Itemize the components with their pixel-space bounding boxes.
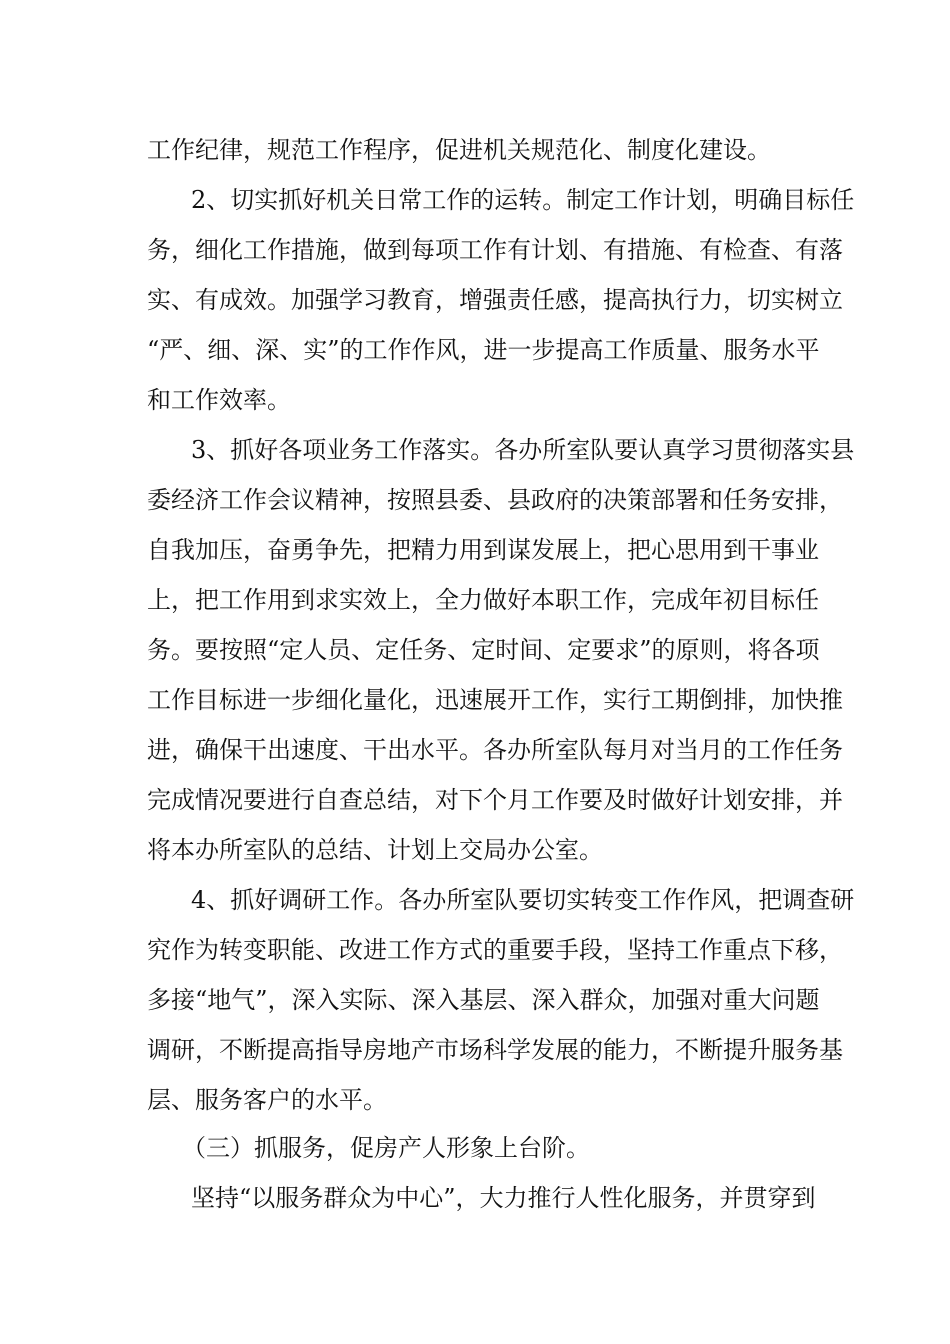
text-line: 完成情况要进行自查总结，对下个月工作要及时做好计划安排，并 [147,786,843,814]
text-line: 实、有成效。加强学习教育，增强责任感，提高执行力，切实树立 [147,286,843,314]
text-line: “严、细、深、实”的工作作风，进一步提高工作质量、服务水平 [147,336,820,364]
text-line: 3、抓好各项业务工作落实。各办所室队要认真学习贯彻落实县 [191,436,855,464]
text-line: 坚持“以服务群众为中心”，大力推行人性化服务，并贯穿到 [191,1184,816,1212]
text-line: 上，把工作用到求实效上，全力做好本职工作，完成年初目标任 [147,586,819,614]
text-line: 2、切实抓好机关日常工作的运转。制定工作计划，明确目标任 [191,186,855,214]
text-line: 和工作效率。 [147,386,291,414]
text-line: 务。要按照“定人员、定任务、定时间、定要求”的原则，将各项 [147,636,820,664]
text-line: 多接“地气”，深入实际、深入基层、深入群众，加强对重大问题 [147,986,820,1014]
text-line: 4、抓好调研工作。各办所室队要切实转变工作作风，把调查研 [191,886,855,914]
text-line: 究作为转变职能、改进工作方式的重要手段，坚持工作重点下移， [147,936,843,964]
text-line: 自我加压，奋勇争先，把精力用到谋发展上，把心思用到干事业 [147,536,819,564]
text-line: 层、服务客户的水平。 [147,1086,387,1114]
text-line: 委经济工作会议精神，按照县委、县政府的决策部署和任务安排， [147,486,843,514]
text-line: 将本办所室队的总结、计划上交局办公室。 [147,836,603,864]
section-heading: （三）抓服务，促房产人形象上台阶。 [182,1134,590,1162]
text-line: 工作目标进一步细化量化，迅速展开工作，实行工期倒排，加快推 [147,686,843,714]
text-line: 进，确保干出速度、干出水平。各办所室队每月对当月的工作任务 [147,736,843,764]
text-line: 调研，不断提高指导房地产市场科学发展的能力，不断提升服务基 [147,1036,843,1064]
text-line: 工作纪律，规范工作程序，促进机关规范化、制度化建设。 [147,136,771,164]
text-line: 务，细化工作措施，做到每项工作有计划、有措施、有检查、有落 [147,236,843,264]
